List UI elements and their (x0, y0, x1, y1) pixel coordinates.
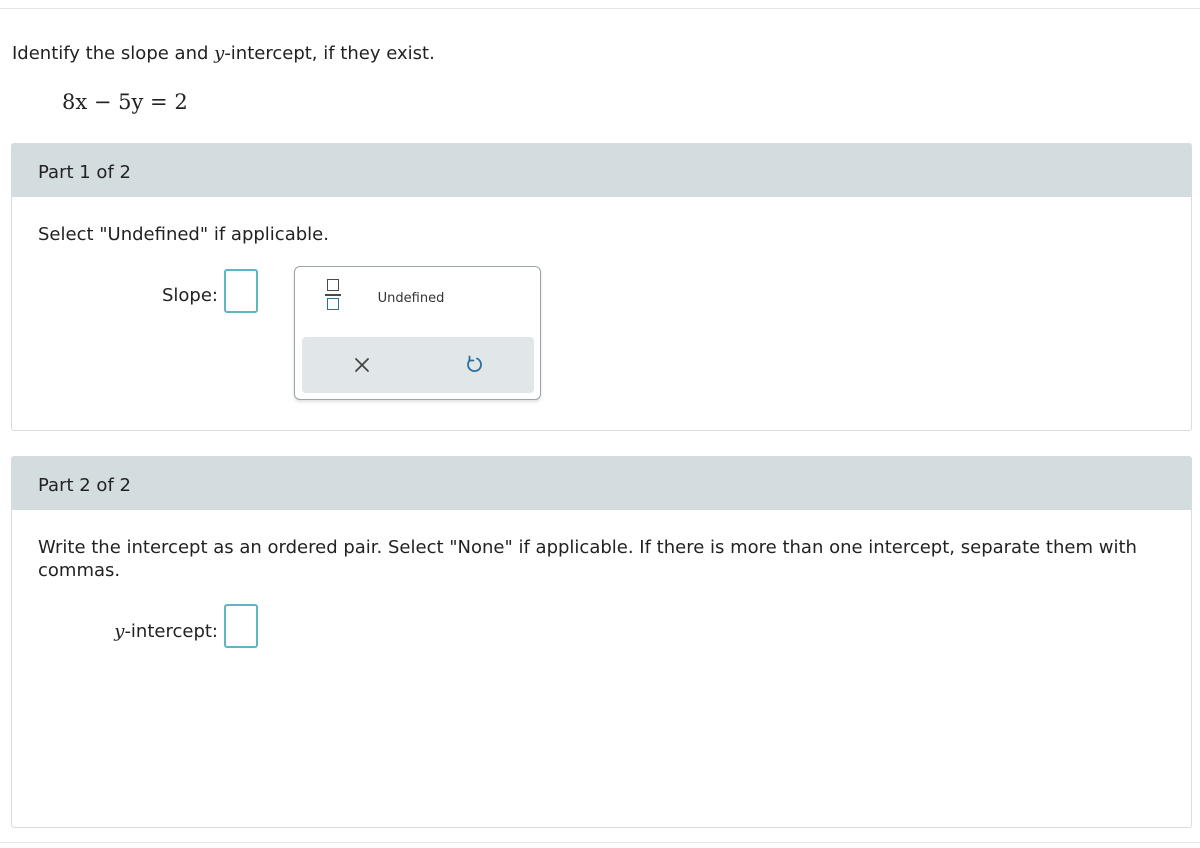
close-icon (348, 351, 376, 379)
keypad-action-bar (302, 337, 534, 393)
part-2-title: Part 2 of 2 (38, 475, 131, 496)
slope-input[interactable] (224, 269, 258, 313)
question-text (12, 43, 435, 64)
slope-label: Slope: (161, 285, 218, 306)
fraction-denominator-icon (327, 298, 339, 310)
fraction-numerator-icon (327, 279, 339, 291)
y-intercept-label-text: -intercept: (124, 621, 218, 642)
part-1-header (12, 144, 1191, 197)
clear-button[interactable] (348, 351, 376, 379)
part-1-instruction: Select "Undefined" if applicable. (38, 224, 329, 245)
fraction-bar-icon (325, 294, 341, 296)
part-1-panel (11, 143, 1192, 431)
question-variable: y (214, 43, 225, 64)
part-2-instruction: Write the intercept as an ordered pair. Select "None" if applicable. If there is more than one intercept, separate them with commas. (38, 537, 1137, 581)
y-intercept-input[interactable] (224, 604, 258, 648)
fraction-button[interactable] (323, 277, 345, 317)
part-2-header (12, 457, 1191, 510)
y-intercept-label (114, 621, 218, 642)
undefined-button[interactable]: Undefined (377, 291, 445, 306)
y-intercept-label-var: y (114, 621, 125, 642)
bottom-divider (0, 842, 1200, 843)
math-keypad (294, 266, 541, 400)
undo-button[interactable] (460, 351, 488, 379)
part-1-title: Part 1 of 2 (38, 162, 131, 183)
question-suffix: -intercept, if they exist. (224, 43, 435, 64)
undo-icon (460, 351, 488, 379)
question-prefix: Identify the slope and (12, 43, 215, 64)
part-2-panel (11, 456, 1192, 828)
top-divider (0, 8, 1200, 9)
equation (62, 90, 188, 114)
equation-text: 8x − 5y = 2 (62, 90, 188, 114)
